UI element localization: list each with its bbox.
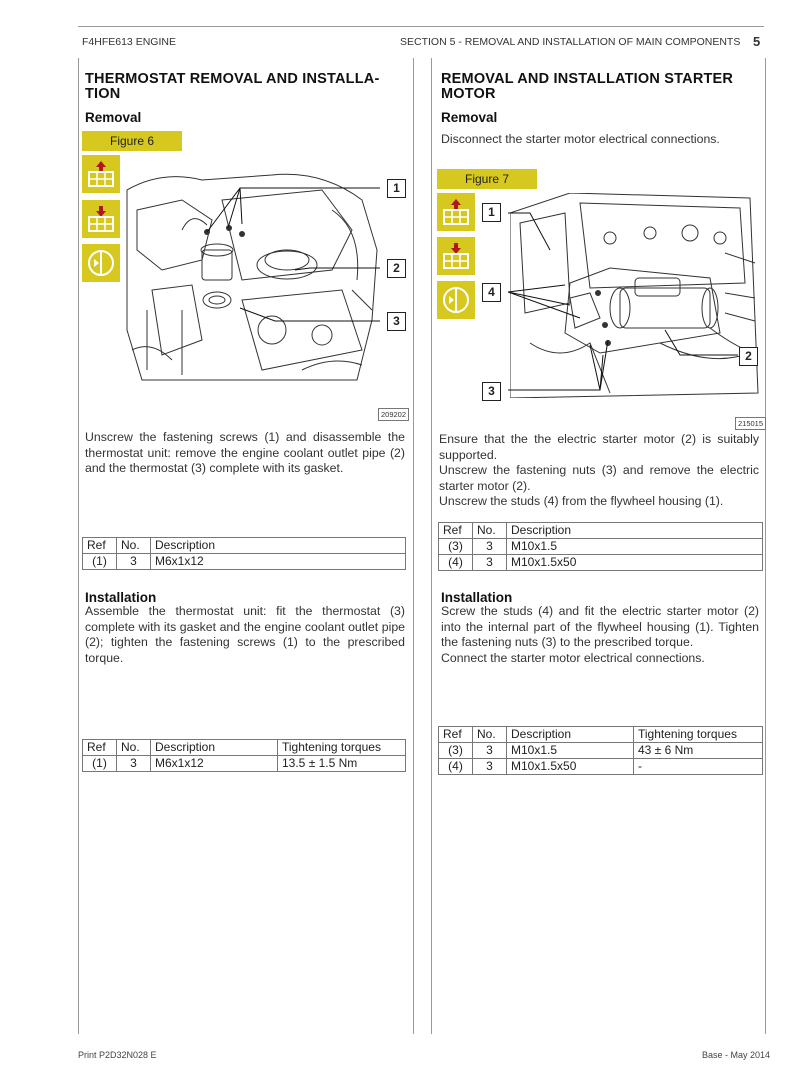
table-cell: (4) [439, 759, 473, 775]
table-header-row [439, 727, 763, 743]
table-header-row [83, 740, 406, 756]
table-header: No. [117, 538, 151, 554]
table-header: No. [473, 727, 507, 743]
figure-7-leaders [490, 200, 760, 400]
table-header: Description [151, 538, 406, 554]
left-removal-heading: Removal [85, 110, 142, 125]
table-cell: 3 [473, 539, 507, 555]
right-removal-heading: Removal [441, 110, 498, 125]
table-row [439, 743, 763, 759]
callout-1: 1 [482, 203, 501, 222]
left-installation-text: Assemble the thermostat unit: fit the thermostat (3) complete with its gasket and the engine coolant outlet pipe (2); tighten the fastening screws (1) to the prescribed torque. [85, 604, 405, 665]
table-cell: M10x1.5x50 [507, 759, 634, 775]
right-intro-text: Disconnect the starter motor electrical connections. [441, 132, 720, 146]
column-rule-mid-2 [431, 58, 432, 1034]
footer-print-code: Print P2D32N028 E [78, 1050, 157, 1060]
column-rule-left [78, 58, 79, 1034]
column-rule-mid-1 [413, 58, 414, 1034]
table-cell: M6x1x12 [151, 554, 406, 570]
header-section: SECTION 5 - REMOVAL AND INSTALLATION OF MAIN COMPONENTS [400, 36, 741, 48]
table-row [439, 555, 763, 571]
right-table-2 [438, 726, 763, 775]
table-row [83, 554, 406, 570]
table-cell: 3 [117, 554, 151, 570]
table-cell: (1) [83, 554, 117, 570]
table-cell: (4) [439, 555, 473, 571]
right-installation-text [441, 604, 759, 666]
callout-4: 4 [482, 283, 501, 302]
table-header-row [439, 523, 763, 539]
figure-6-label: Figure 6 [82, 131, 182, 151]
table-cell: 43 ± 6 Nm [634, 743, 763, 759]
table-cell: M10x1.5 [507, 539, 763, 555]
assemble-icon [82, 200, 120, 238]
table-header: No. [117, 740, 151, 756]
callout-1: 1 [387, 179, 406, 198]
callout-2: 2 [739, 347, 758, 366]
removal-step-1: Ensure that the the electric starter motor (2) is suitably supported. [439, 432, 759, 462]
right-installation-heading: Installation [441, 590, 513, 605]
table-header: Tightening torques [278, 740, 406, 756]
right-removal-text [439, 432, 759, 510]
page-number: 5 [753, 34, 761, 49]
installation-step-1: Screw the studs (4) and fit the electric starter motor (2) into the internal part of the flywheel housing (1). Tighten the fastening nuts (3) to the prescribed torque. [441, 604, 759, 649]
table-cell: M6x1x12 [151, 756, 278, 772]
table-cell: (3) [439, 743, 473, 759]
left-removal-text: Unscrew the fastening screws (1) and disassemble the thermostat unit: remove the engine coolant outlet pipe (2) and the thermostat (3) complete with its gasket. [85, 430, 405, 475]
left-table-2 [82, 739, 406, 772]
footer-edition: Base - May 2014 [702, 1050, 771, 1060]
table-header-row [83, 538, 406, 554]
column-rule-right [765, 58, 766, 1034]
table-header: Ref [83, 538, 117, 554]
figure-6-leaders [180, 180, 390, 330]
table-cell: M10x1.5x50 [507, 555, 763, 571]
table-header: Ref [439, 727, 473, 743]
table-cell: (3) [439, 539, 473, 555]
right-table-1 [438, 522, 763, 571]
assemble-icon [437, 237, 475, 275]
installation-step-2: Connect the starter motor electrical connections. [441, 650, 705, 665]
table-header: No. [473, 523, 507, 539]
removal-step-2: Unscrew the fastening nuts (3) and remove the electric starter motor (2). [439, 463, 759, 493]
left-installation-heading: Installation [85, 590, 157, 605]
removal-step-3: Unscrew the studs (4) from the flywheel housing (1). [439, 494, 724, 508]
table-header: Description [151, 740, 278, 756]
table-header: Tightening torques [634, 727, 763, 743]
right-title-line1: REMOVAL AND INSTALLATION STARTER [441, 71, 734, 87]
left-title-line2: TION [85, 86, 121, 102]
table-row [83, 756, 406, 772]
torque-icon [82, 244, 120, 282]
table-cell: M10x1.5 [507, 743, 634, 759]
left-table-1 [82, 537, 406, 570]
table-header: Description [507, 727, 634, 743]
header-rule [78, 26, 764, 27]
left-title-line1: THERMOSTAT REMOVAL AND INSTALLA- [85, 71, 380, 87]
left-title [85, 72, 380, 102]
image-code: 215015 [735, 417, 766, 430]
callout-2: 2 [387, 259, 406, 278]
image-code: 209202 [378, 408, 409, 421]
right-title [441, 72, 733, 102]
figure-7-label: Figure 7 [437, 169, 537, 189]
table-cell: 13.5 ± 1.5 Nm [278, 756, 406, 772]
right-title-line2: MOTOR [441, 86, 496, 102]
table-cell: (1) [83, 756, 117, 772]
table-cell: 3 [473, 555, 507, 571]
table-cell: 3 [117, 756, 151, 772]
table-row [439, 539, 763, 555]
table-cell: - [634, 759, 763, 775]
disassemble-icon [437, 193, 475, 231]
table-header: Description [507, 523, 763, 539]
table-cell: 3 [473, 743, 507, 759]
callout-3: 3 [387, 312, 406, 331]
header-engine: F4HFE613 ENGINE [82, 36, 176, 48]
table-header: Ref [439, 523, 473, 539]
table-row [439, 759, 763, 775]
callout-3: 3 [482, 382, 501, 401]
table-cell: 3 [473, 759, 507, 775]
table-header: Ref [83, 740, 117, 756]
disassemble-icon [82, 155, 120, 193]
torque-icon [437, 281, 475, 319]
